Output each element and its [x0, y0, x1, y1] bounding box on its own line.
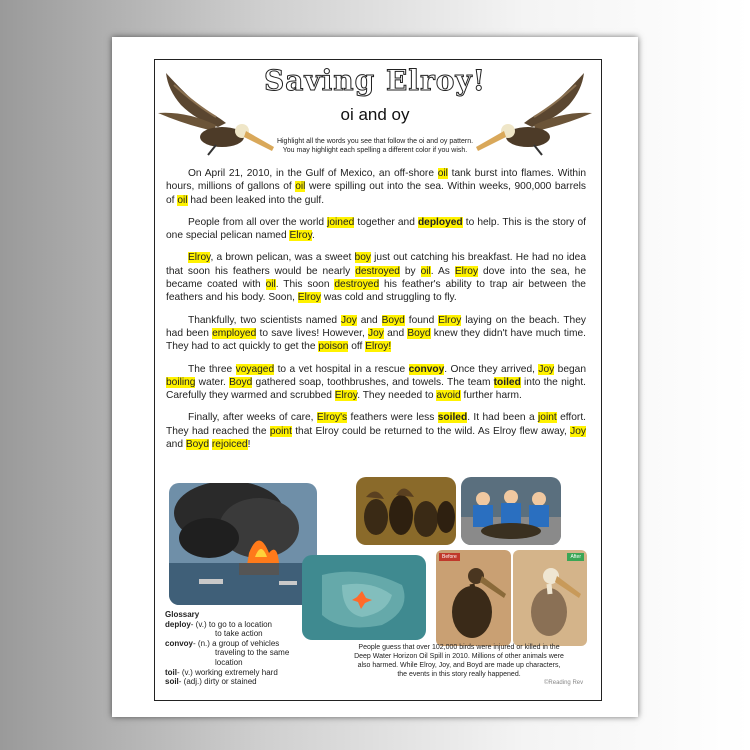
- highlighted-word: point: [269, 425, 292, 437]
- story-text-run: laying on the beach. They had been: [166, 314, 586, 339]
- oil-rig-fire-photo: [169, 483, 317, 605]
- highlighted-word: Boyd: [185, 439, 210, 451]
- vocabulary-word: deployed: [417, 216, 463, 228]
- after-pelican-photo: [513, 550, 587, 646]
- story-paragraph-3: [166, 251, 586, 304]
- glossary-term: convoy: [165, 638, 194, 648]
- highlighted-word: avoid: [436, 390, 461, 402]
- highlighted-word: oil: [177, 194, 188, 206]
- story-text-run: water.: [195, 376, 230, 388]
- oil-spill-satellite-photo: [302, 555, 426, 640]
- highlighted-word: poison: [318, 341, 349, 353]
- story-text-run: . This soon: [275, 279, 335, 291]
- story-text-run: effort. They had reached the: [166, 412, 586, 437]
- highlighted-word: oil: [420, 265, 431, 277]
- highlighted-word: Elroy!: [365, 341, 392, 353]
- copyright-text: ©Reading Rev: [544, 680, 584, 686]
- story-text-run: . As: [430, 265, 455, 277]
- story-text-run: Thankfully, two scientists named: [188, 314, 341, 326]
- highlighted-word: Joy: [340, 314, 357, 326]
- story-text-run: !: [247, 439, 251, 451]
- story-text-run: On April 21, 2010, in the Gulf of Mexico, an off-shore: [188, 168, 438, 179]
- worksheet-subtitle: oi and oy: [340, 105, 410, 124]
- highlighted-word: oil: [265, 279, 276, 291]
- story-text-run: . They needed to: [357, 390, 437, 402]
- highlighted-word: Elroy: [438, 314, 462, 326]
- story-text-run: Finally, after weeks of care,: [188, 412, 317, 424]
- glossary-entry-deploy: [165, 620, 315, 630]
- story-text-run: dove into the sea, he became coated with: [166, 265, 587, 291]
- story-text-run: and: [166, 439, 186, 451]
- story-text-run: to help. This is the story of one special pelican named: [166, 216, 586, 242]
- vocabulary-word: convoy: [408, 363, 445, 375]
- story-text-run: . It had been a: [467, 412, 539, 424]
- highlighted-word: Elroy: [334, 390, 358, 402]
- highlighted-word: Boyd: [407, 327, 431, 339]
- highlighted-word: Elroy: [454, 265, 479, 277]
- rescue-workers-photo: [461, 477, 561, 545]
- oiled-pelicans-photo: [356, 477, 456, 545]
- glossary-term: soil: [165, 677, 179, 687]
- highlighted-word: destroyed: [334, 279, 380, 291]
- story-text-run: his feather's ability to trap air between the feathers and his body. Soon,: [166, 279, 586, 304]
- highlighted-word: destroyed: [355, 265, 400, 277]
- highlighted-word: Joy: [368, 327, 384, 339]
- glossary-definition: - (v.) to go to a location: [190, 619, 273, 629]
- highlighted-word: oil: [437, 168, 448, 179]
- highlighted-word: Elroy's: [316, 412, 348, 424]
- story-text-run: had been leaked into the gulf.: [187, 194, 325, 206]
- highlighted-word: joint: [538, 412, 557, 424]
- glossary-term: toil: [165, 667, 177, 677]
- highlighted-word: Elroy: [289, 230, 312, 242]
- vocabulary-word: soiled: [437, 412, 468, 424]
- story-paragraph-1: [166, 167, 586, 207]
- story-text-run: just out catching his breakfast. He had no idea that soon his feathers would be nearly: [166, 252, 586, 277]
- story-text-run: into the night. Carefully they warmed and scrubbed: [166, 376, 586, 402]
- story-text-run: to a vet hospital in a rescue: [274, 363, 409, 375]
- highlighted-word: voyaged: [235, 363, 275, 375]
- glossary-entry-convoy: [165, 639, 315, 649]
- before-label: Before: [439, 553, 460, 561]
- highlighted-word: Joy: [538, 363, 555, 375]
- story-text-run: The three: [188, 363, 236, 375]
- photo-caption: [344, 643, 574, 679]
- story-text-run: People from all over the world: [188, 216, 328, 228]
- caption-line: also harmed. While Elroy, Joy, and Boyd are made up characters,: [357, 662, 561, 669]
- highlighted-word: Boyd: [229, 376, 253, 388]
- highlighted-word: Joy: [570, 425, 586, 437]
- highlighted-word: rejoiced: [211, 439, 248, 451]
- caption-line: the events in this story really happened.: [397, 671, 521, 678]
- glossary-definition: - (n.) a group of vehicles: [193, 638, 280, 648]
- story-text-run: feathers were less: [347, 412, 438, 424]
- glossary-definition: - (v.) working extremely hard: [177, 667, 278, 677]
- caption-line: Deep Water Horizon Oil Spill in 2010. Millions of other animals were: [354, 653, 564, 660]
- vocabulary-word: toiled: [493, 376, 521, 388]
- highlighted-word: joined: [327, 216, 355, 228]
- story-text-run: knew they didn't have much time. They had to act quickly to get the: [166, 327, 587, 353]
- story-text-run: and: [356, 314, 382, 326]
- story-paragraph-2: [166, 216, 586, 243]
- before-pelican-photo: [436, 550, 511, 646]
- story-text-run: off: [348, 341, 366, 353]
- story-text-run: tank burst into flames. Within hours, millions of gallons of: [166, 168, 586, 193]
- story-paragraph-6: [166, 411, 586, 451]
- story-paragraph-5: [166, 363, 586, 403]
- glossary-definition: to take action: [215, 629, 263, 639]
- story-text-run: together and: [354, 216, 418, 228]
- story-text-run: and: [383, 327, 408, 339]
- glossary-entry-toil: [165, 668, 315, 678]
- worksheet-page: [112, 37, 638, 717]
- glossary-entry-soil: [165, 677, 315, 687]
- highlighted-word: oil: [295, 181, 306, 193]
- story-text-run: were spilling out into the sea. Within weeks, 900,000 barrels of: [166, 181, 586, 206]
- glossary-term: deploy: [165, 619, 191, 629]
- caption-line: People guess that over 102,000 birds were injured or killed in the: [358, 644, 560, 651]
- story-paragraph-4: [166, 314, 586, 354]
- instructions: [112, 137, 638, 155]
- glossary-definition: location: [215, 657, 243, 667]
- story-text-run: began: [554, 363, 586, 375]
- highlighted-word: boiling: [166, 376, 196, 388]
- story-text: [166, 167, 586, 460]
- story-text-run: by: [399, 265, 421, 277]
- glossary-heading: Glossary: [165, 610, 200, 619]
- highlighted-word: Elroy: [188, 252, 211, 264]
- highlighted-word: Boyd: [381, 314, 405, 326]
- instructions-line-1: Highlight all the words you see that follow the oi and oy pattern.: [276, 138, 474, 145]
- glossary: [165, 610, 315, 687]
- story-text-run: was cold and struggling to fly.: [321, 292, 457, 304]
- glossary-definition: - (adj.) dirty or stained: [178, 677, 257, 687]
- highlighted-word: employed: [212, 327, 257, 339]
- story-text-run: that Elroy could be returned to the wild. As Elroy flew away,: [291, 425, 571, 437]
- story-text-run: , a brown pelican, was a sweet: [210, 252, 355, 264]
- after-label: After: [567, 553, 584, 561]
- highlighted-word: Elroy: [297, 292, 321, 304]
- highlighted-word: boy: [354, 252, 371, 264]
- glossary-definition: traveling to the same: [215, 648, 290, 658]
- story-text-run: . Once they arrived,: [444, 363, 539, 375]
- instructions-line-2: You may highlight each spelling a different color if you wish.: [282, 147, 468, 154]
- story-text-run: further harm.: [460, 390, 522, 402]
- worksheet-title: Saving Elroy!: [264, 64, 486, 97]
- story-text-run: to save lives! However,: [256, 327, 369, 339]
- story-text-run: gathered soap, toothbrushes, and towels. The team: [252, 376, 494, 388]
- story-text-run: found: [404, 314, 439, 326]
- story-text-run: .: [311, 230, 315, 242]
